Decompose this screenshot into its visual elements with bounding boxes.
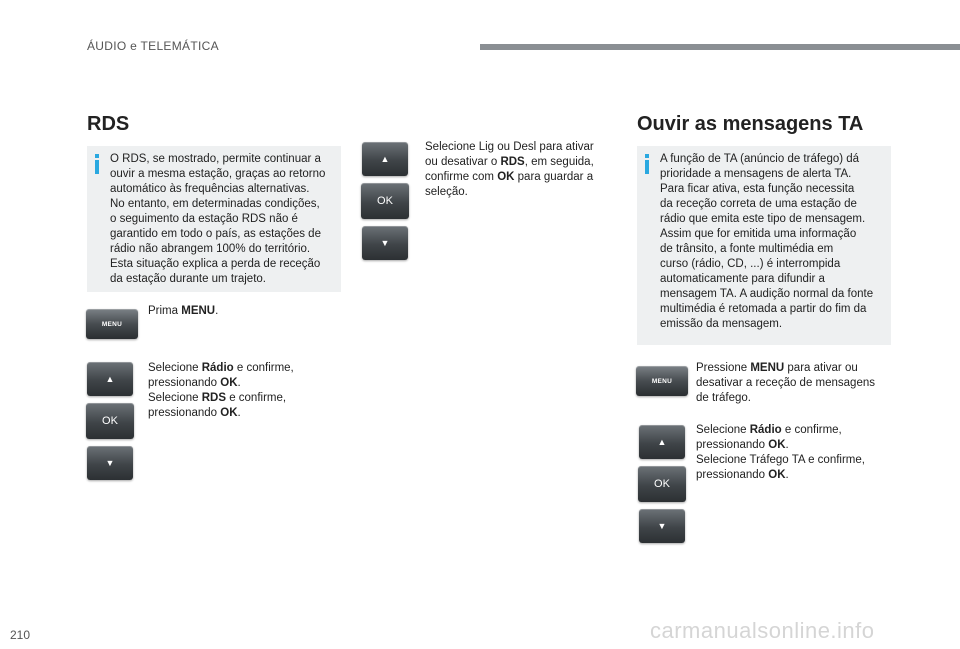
info-line: da estação durante um trajeto.	[110, 273, 266, 285]
watermark: carmanualsonline.info	[650, 618, 875, 643]
info-line: multimédia é retomada a partir do fim da	[660, 303, 867, 315]
up-arrow-icon: ▲	[105, 374, 115, 384]
info-line: Esta situação explica a perda de receção	[110, 258, 321, 270]
info-line: automaticamente para difundir a	[660, 273, 825, 285]
header-bar	[480, 44, 960, 50]
info-line: Para ficar ativa, esta função necessita	[660, 183, 855, 195]
info-line: prioridade a mensagens de alerta TA.	[660, 168, 852, 180]
running-header: ÁUDIO e TELEMÁTICA	[87, 39, 219, 53]
info-line: ouvir a mesma estação, graças ao retorno	[110, 168, 326, 180]
step-press-menu-ta: Pressione MENU para ativar ou desativar a receção de mensagens de tráfego.	[696, 362, 875, 404]
info-line: Assim que for emitida uma informação	[660, 228, 857, 240]
info-line: rádio não abrangem 100% do território.	[110, 243, 311, 255]
down-arrow-icon: ▼	[105, 458, 115, 468]
info-line: o seguimento da estação RDS não é	[110, 213, 298, 225]
step-select-radio-ta: Selecione Rádio e confirme, pressionando OK. Selecione Tráfego TA e confirme, pressionando OK.	[696, 424, 865, 481]
up-arrow-button[interactable]	[87, 362, 133, 396]
info-icon	[95, 154, 99, 174]
down-arrow-button[interactable]	[639, 509, 685, 543]
ok-button[interactable]: OK	[86, 403, 134, 439]
step-select-radio-rds: Selecione Rádio e confirme, pressionando OK. Selecione RDS e confirme, pressionando OK.	[148, 362, 294, 419]
info-line: curso (rádio, CD, ...) é interrompida	[660, 258, 841, 270]
menu-button[interactable]: MENU	[636, 366, 688, 396]
info-line: de trânsito, a fonte multimédia em	[660, 243, 834, 255]
info-line: A função de TA (anúncio de tráfego) dá	[660, 153, 860, 165]
step-rds-on-off: Selecione Lig ou Desl para ativar ou desativar o RDS, em seguida, confirme com OK para guardar a seleção.	[425, 141, 594, 198]
section-title-rds: RDS	[87, 113, 130, 135]
menu-button[interactable]: MENU	[86, 309, 138, 339]
info-line: da receção correta de uma estação de	[660, 198, 857, 210]
up-arrow-button[interactable]	[362, 142, 408, 176]
down-arrow-icon: ▼	[657, 521, 667, 531]
page-number: 210	[10, 628, 31, 642]
ok-button[interactable]: OK	[361, 183, 409, 219]
info-icon	[645, 154, 649, 174]
info-box-ta	[637, 146, 891, 345]
down-arrow-button[interactable]	[362, 226, 408, 260]
up-arrow-icon: ▲	[380, 154, 390, 164]
down-arrow-button[interactable]	[87, 446, 133, 480]
info-box-rds	[87, 146, 341, 292]
ok-button[interactable]: OK	[638, 466, 686, 502]
info-line: emissão da mensagem.	[660, 318, 783, 330]
info-line: rádio que emita este tipo de mensagem.	[660, 213, 866, 225]
info-line: garantido em todo o país, as estações de	[110, 228, 321, 240]
info-line: automático às frequências alternativas.	[110, 183, 310, 195]
step-press-menu: Prima MENU.	[148, 305, 219, 317]
info-line: No entanto, em determinadas condições,	[110, 198, 320, 210]
section-title-ta: Ouvir as mensagens TA	[637, 113, 864, 135]
info-line: mensagem TA. A audição normal da fonte	[660, 288, 874, 300]
up-arrow-button[interactable]	[639, 425, 685, 459]
down-arrow-icon: ▼	[380, 238, 390, 248]
info-line: O RDS, se mostrado, permite continuar a	[110, 153, 321, 165]
up-arrow-icon: ▲	[657, 437, 667, 447]
